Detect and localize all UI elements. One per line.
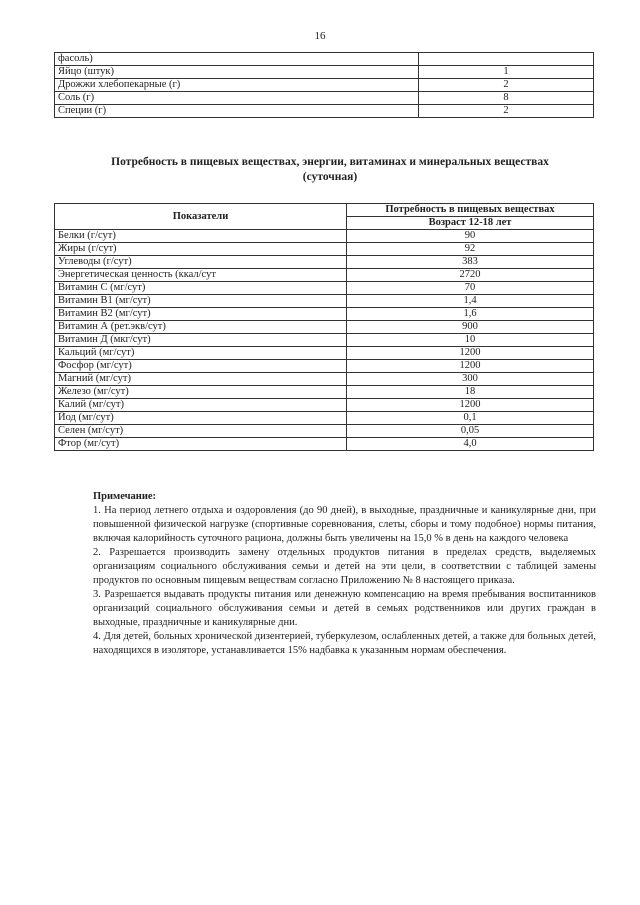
section-title — [60, 155, 600, 185]
row-value: 92 — [347, 243, 594, 256]
row-value: 1 — [419, 66, 594, 79]
row-value: 1200 — [347, 347, 594, 360]
row-label: Селен (мг/сут) — [55, 425, 347, 438]
row-label: Витамин А (рет.экв/сут) — [55, 321, 347, 334]
row-label: Жиры (г/сут) — [55, 243, 347, 256]
row-label: Яйцо (штук) — [55, 66, 419, 79]
row-value: 2 — [419, 79, 594, 92]
row-label: Витамин Д (мкг/сут) — [55, 334, 347, 347]
note-item-4: 4. Для детей, больных хронической дизентерией, туберкулезом, ослабленных детей, а также для больных детей, находящихся в изоляторе, устанавливается 15% надбавка к указанным нормам обеспечения. — [93, 631, 596, 656]
table-row — [55, 243, 594, 256]
row-label: Углеводы (г/сут) — [55, 256, 347, 269]
row-label: Витамин В1 (мг/сут) — [55, 295, 347, 308]
section-title-line2: (суточная) — [302, 171, 358, 183]
table-row — [55, 438, 594, 451]
row-label: Белки (г/сут) — [55, 230, 347, 243]
row-value: 2720 — [347, 269, 594, 282]
table-row — [55, 425, 594, 438]
table-row — [55, 347, 594, 360]
row-value: 70 — [347, 282, 594, 295]
page-number: 16 — [314, 30, 326, 42]
row-value: 1200 — [347, 399, 594, 412]
row-value: 4,0 — [347, 438, 594, 451]
table-row — [55, 295, 594, 308]
row-label: Витамин В2 (мг/сут) — [55, 308, 347, 321]
notes-heading: Примечание: — [93, 491, 157, 502]
row-value: 0,1 — [347, 412, 594, 425]
header-requirement: Потребность в пищевых веществах — [347, 204, 594, 217]
row-label: фасоль) — [55, 53, 419, 66]
row-value: 0,05 — [347, 425, 594, 438]
table-row — [55, 282, 594, 295]
table-row — [55, 399, 594, 412]
row-value: 18 — [347, 386, 594, 399]
table-row — [55, 373, 594, 386]
header-age: Возраст 12-18 лет — [347, 217, 594, 230]
header-indicators: Показатели — [55, 204, 347, 230]
row-value: 2 — [419, 105, 594, 118]
row-value: 1,6 — [347, 308, 594, 321]
table-row — [55, 269, 594, 282]
row-label: Дрожжи хлебопекарные (г) — [55, 79, 419, 92]
section-title-line1: Потребность в пищевых веществах, энергии, витаминах и минеральных веществах — [111, 156, 549, 168]
row-label: Кальций (мг/сут) — [55, 347, 347, 360]
table-row — [55, 230, 594, 243]
row-label: Йод (мг/сут) — [55, 412, 347, 425]
row-label: Калий (мг/сут) — [55, 399, 347, 412]
row-value: 383 — [347, 256, 594, 269]
row-label: Магний (мг/сут) — [55, 373, 347, 386]
table-row — [55, 360, 594, 373]
row-label: Фтор (мг/сут) — [55, 438, 347, 451]
row-label: Энергетическая ценность (ккал/сут — [55, 269, 347, 282]
row-value: 1,4 — [347, 295, 594, 308]
row-value — [419, 53, 594, 66]
table-row — [55, 386, 594, 399]
row-value: 300 — [347, 373, 594, 386]
row-label: Фосфор (мг/сут) — [55, 360, 347, 373]
row-label: Витамин С (мг/сут) — [55, 282, 347, 295]
table-row — [55, 105, 594, 118]
nutrient-requirements-table — [54, 203, 594, 451]
table-row — [55, 321, 594, 334]
table-row — [55, 66, 594, 79]
table-row — [55, 79, 594, 92]
notes-section — [93, 490, 596, 658]
table-row — [55, 334, 594, 347]
row-label: Соль (г) — [55, 92, 419, 105]
food-items-table — [54, 52, 594, 118]
table-row — [55, 308, 594, 321]
row-value: 900 — [347, 321, 594, 334]
row-value: 1200 — [347, 360, 594, 373]
table-row — [55, 53, 594, 66]
note-item-2: 2. Разрешается производить замену отдельных продуктов питания в пределах средств, выделяемых организациям социального обслуживания семьи и детей на эти цели, в соответствии с таблицей замены продуктов по основным пищевым веществам согласно Приложению № 8 настоящего приказа. — [93, 547, 596, 586]
row-label: Специи (г) — [55, 105, 419, 118]
row-value: 8 — [419, 92, 594, 105]
note-item-3: 3. Разрешается выдавать продукты питания или денежную компенсацию на время пребывания воспитанников организаций социального обслуживания семьи и детей в семьях родственников или других граждан в выходные, праздничные и каникулярные дни. — [93, 589, 596, 628]
note-item-1: 1. На период летнего отдыха и оздоровления (до 90 дней), в выходные, праздничные и каникулярные дни, при повышенной физической нагрузке (спортивные соревнования, слеты, сборы и тому подобное) нормы питания, включая калорийность суточного рациона, должны быть увеличены на 15,0 % в день на каждого человека — [93, 505, 596, 544]
table-row — [55, 92, 594, 105]
row-value: 10 — [347, 334, 594, 347]
table-row — [55, 412, 594, 425]
table-header-row — [55, 204, 594, 217]
row-label: Железо (мг/сут) — [55, 386, 347, 399]
row-value: 90 — [347, 230, 594, 243]
table-row — [55, 256, 594, 269]
